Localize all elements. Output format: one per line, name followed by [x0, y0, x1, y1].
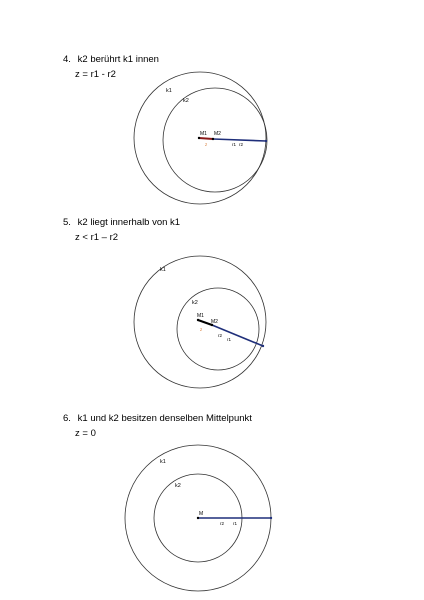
label-k2: k2: [192, 300, 198, 306]
section-5-number: 5.: [63, 217, 71, 228]
section-5-title: k2 liegt innerhalb von k1: [77, 217, 181, 228]
center-m2-point: [212, 138, 214, 140]
label-r2: r2: [220, 521, 225, 526]
circle-k2: [177, 288, 259, 370]
section-6-title: k1 und k2 besitzen denselben Mittelpunkt: [77, 413, 252, 424]
end-point: [262, 345, 264, 347]
section-6-formula: z = 0: [75, 428, 96, 439]
end-point: [270, 517, 272, 519]
center-m-point: [197, 517, 199, 519]
label-k1: k1: [166, 88, 172, 94]
section-4-number: 4.: [63, 54, 71, 65]
label-r2: r2: [218, 333, 223, 338]
section-4-title: k2 berührt k1 innen: [77, 54, 159, 65]
section-5-formula: z < r1 – r2: [75, 232, 119, 243]
tangent-point: [265, 140, 267, 142]
label-r2: r2: [239, 142, 244, 147]
radius-line: [213, 139, 266, 141]
label-m2: M2: [214, 131, 221, 137]
center-distance-line: [199, 138, 213, 139]
label-k1: k1: [160, 459, 166, 465]
section-5-heading: [63, 217, 180, 229]
label-r1: r1: [227, 337, 232, 342]
label-z: z: [200, 327, 203, 332]
label-r1: r1: [232, 142, 237, 147]
label-m: M: [199, 511, 204, 517]
section-6-number: 6.: [63, 413, 71, 424]
center-distance-line: [198, 320, 212, 325]
label-r1: r1: [233, 521, 238, 526]
circle-k1: [134, 256, 266, 388]
diagram-4: [134, 72, 267, 204]
center-m1-point: [197, 319, 199, 321]
label-k1: k1: [160, 267, 166, 273]
section-4-formula: z = r1 - r2: [75, 69, 116, 80]
label-m1: M1: [200, 131, 207, 137]
diagram-5: [134, 256, 266, 388]
label-m1: M1: [197, 313, 204, 319]
label-k2: k2: [175, 483, 181, 489]
label-m2: M2: [211, 319, 218, 325]
section-6-heading: [63, 413, 252, 425]
label-k2: k2: [183, 98, 189, 104]
center-m1-point: [198, 137, 200, 139]
label-z: z: [205, 142, 208, 147]
diagram-6: [125, 445, 272, 591]
